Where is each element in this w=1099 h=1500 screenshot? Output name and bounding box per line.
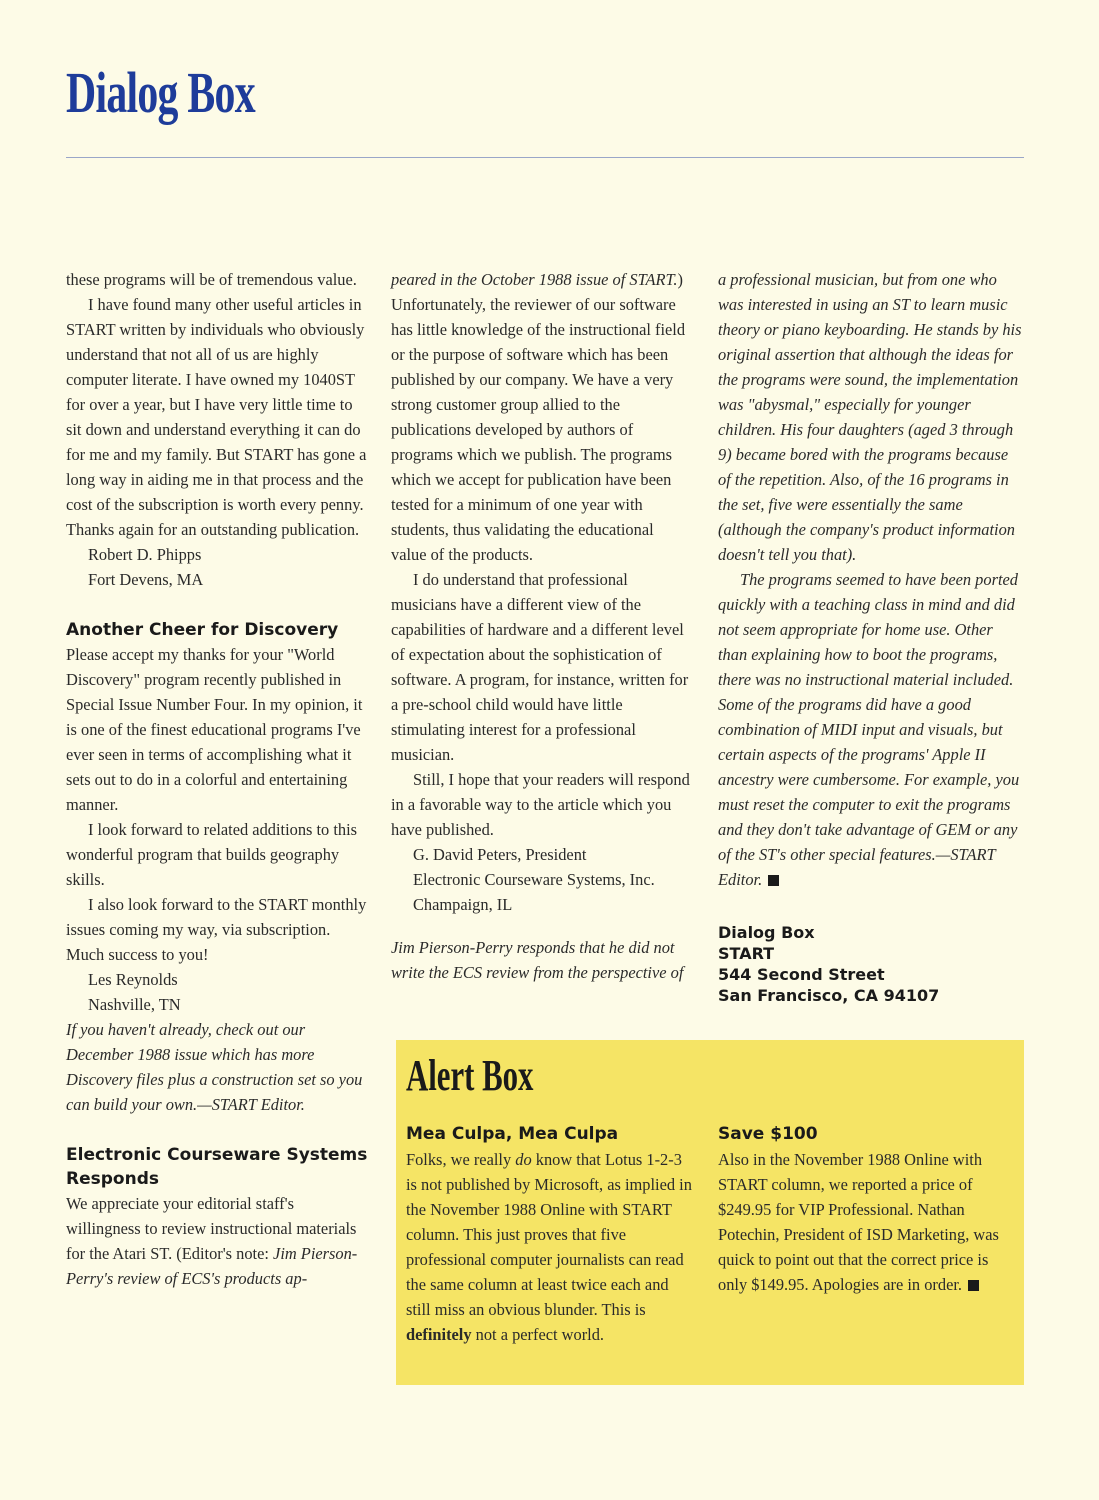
paragraph: Please accept my thanks for your "World Discovery" program recently published in Special Issue Number Four. In my opinion, it is one of the finest educational programs I've ever seen in terms of accomplishing what it sets out to do in a colorful and entertaining manner. [66, 645, 363, 814]
text-run-italic: The programs seemed to have been ported quickly with a teaching class in mind and did not seem appropriate for home use. Other than explaining how to boot the programs, there was no instructional material included. Some of the programs did have a good combination of MIDI input and visuals, but certain aspects of the programs' Apple II ancestry were cumbersome. For example, you must reset the computer to exit the programs and they don't take advantage of GEM or any of the ST's other special features.—START Editor. [718, 570, 1020, 889]
text-run: not a perfect world. [471, 1325, 605, 1344]
column-1 [66, 267, 368, 1291]
paragraph [718, 567, 1022, 892]
section-heading: Mea Culpa, Mea Culpa [406, 1124, 619, 1144]
paragraph: Still, I hope that your readers will respond in a favorable way to the article which you have published. [391, 770, 690, 839]
mailing-address [718, 922, 1022, 1006]
column-3 [718, 267, 1022, 1006]
signature-name: G. David Peters, President [413, 845, 587, 864]
text-run: We appreciate your editorial staff's willingness to review instructional materials for the Atari ST. (Editor's note: [66, 1194, 357, 1263]
text-run-italic: Jim Pierson-Perry's review of ECS's products ap- [66, 1244, 358, 1288]
address-line: Dialog Box [718, 923, 815, 942]
reviewer-response: Jim Pierson-Perry responds that he did not write the ECS review from the perspective of [391, 938, 684, 982]
paragraph [66, 1191, 368, 1291]
signature-place: Fort Devens, MA [88, 570, 204, 589]
address-line: San Francisco, CA 94107 [718, 986, 940, 1005]
paragraph: I have found many other useful articles in START written by individuals who obviously understand that not all of us are highly computer literate. I have owned my 1040ST for over a year, but I have very little time to sit down and understand everything it can do for me and my family. But START has gone a long way in aiding me in that process and the cost of the subscription is worth every penny. Thanks again for an outstanding publication. [66, 295, 367, 539]
text-run-italic: do [515, 1150, 532, 1169]
alert-column-right [718, 1122, 1008, 1297]
text-run: Folks, we really [406, 1150, 516, 1169]
signature-name: Les Reynolds [88, 970, 178, 989]
section-heading: Save $100 [718, 1124, 818, 1144]
alert-box [396, 1040, 1024, 1385]
section-heading: Electronic Courseware Systems Responds [66, 1145, 368, 1189]
signature-company: Electronic Courseware Systems, Inc. [413, 870, 655, 889]
section-heading: Another Cheer for Discovery [66, 620, 339, 640]
text-run: ) Unfortunately, the reviewer of our software has little knowledge of the instructional field or the purpose of software which has been published by our company. We have a very strong customer group allied to the publications developed by authors of programs which we publish. The programs which we accept for publication have been tested for a minimum of one year with students, thus validating the educational value of the products. [391, 270, 686, 564]
alert-box-title: Alert Box [406, 1051, 534, 1100]
signature-place: Champaign, IL [413, 895, 513, 914]
paragraph [391, 267, 693, 567]
editor-note: If you haven't already, check out our December 1988 issue which has more Discovery files plus a construction set so you can build your own.—START Editor. [66, 1020, 363, 1114]
paragraph: I look forward to related additions to this wonderful program that builds geography skills. [66, 820, 358, 889]
text-run: Also in the November 1988 Online with START column, we reported a price of $249.95 for VIP Professional. Nathan Potechin, President of ISD Marketing, was quick to point out that the correct price is only $149.95. Apologies are in order. [718, 1150, 999, 1294]
alert-column-left [406, 1122, 696, 1347]
column-2 [391, 267, 693, 985]
signature-place: Nashville, TN [88, 995, 181, 1014]
paragraph [718, 1147, 1008, 1297]
paragraph: I also look forward to the START monthly issues coming my way, via subscription. Much success to you! [66, 895, 367, 964]
paragraph: these programs will be of tremendous value. [66, 270, 357, 289]
paragraph [406, 1147, 696, 1347]
paragraph: I do understand that professional musicians have a different view of the capabilities of hardware and a different level of expectation about the sophistication of software. A program, for instance, written for a pre-school child would have little stimulating interest for a professional musician. [391, 570, 689, 764]
text-run-bold: definitely [406, 1325, 472, 1344]
page-title: Dialog Box [66, 60, 255, 125]
text-run-italic: peared in the October 1988 issue of START. [391, 270, 678, 289]
paragraph: a professional musician, but from one who was interested in using an ST to learn music theory or piano keyboarding. He stands by his original assertion that although the ideas for the programs were sound, the implementation was "abysmal," especially for younger children. His four daughters (aged 3 through 9) became bored with the programs because of the repetition. Also, of the 16 programs in the set, five were essentially the same (although the company's product information doesn't tell you that). [718, 270, 1022, 564]
text-run: know that Lotus 1-2-3 is not published by Microsoft, as implied in the November 1988 Online with START column. This just proves that five professional computer journalists can read the same column at least twice each and still miss an obvious blunder. This is [406, 1150, 692, 1319]
header-rule [66, 157, 1024, 158]
end-mark-icon [968, 1280, 979, 1291]
signature-name: Robert D. Phipps [88, 545, 202, 564]
address-line: START [718, 944, 775, 963]
address-line: 544 Second Street [718, 965, 885, 984]
end-mark-icon [768, 875, 779, 886]
